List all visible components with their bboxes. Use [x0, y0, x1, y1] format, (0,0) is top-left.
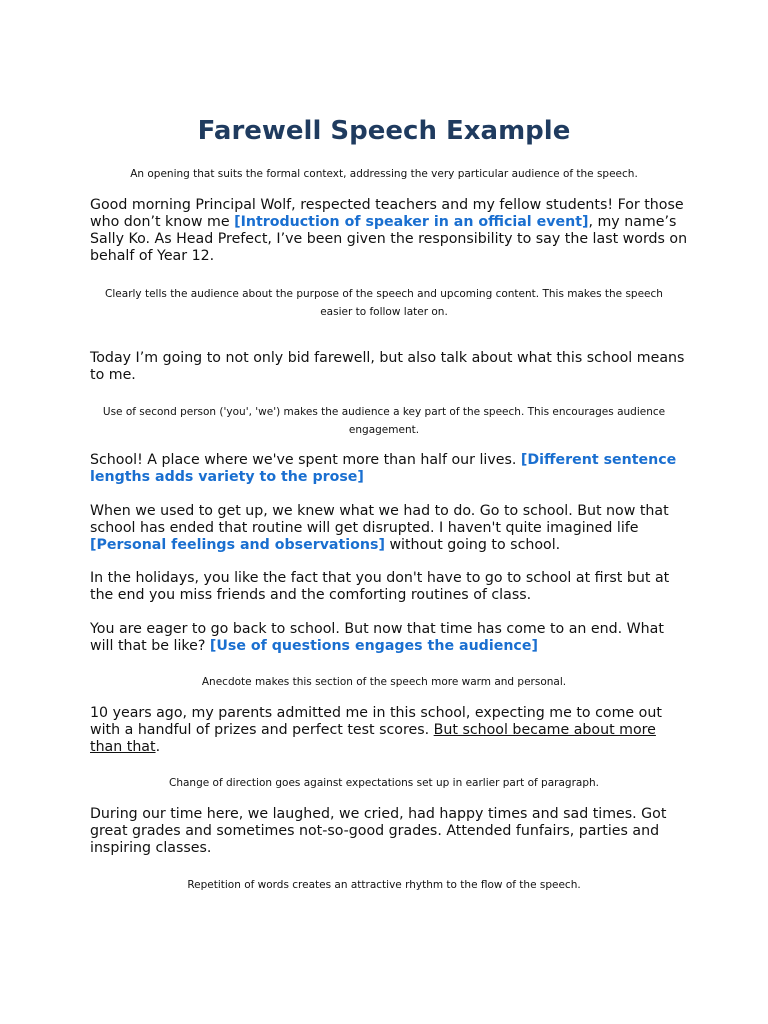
highlight-annotation: [Personal feelings and observations]	[90, 537, 385, 553]
underlined-phrase: But school became about more than that	[90, 722, 656, 755]
annotation-note: An opening that suits the formal context, addressing the very particular audience of the speech.	[130, 168, 638, 180]
annotation-note: Anecdote makes this section of the speech more warm and personal.	[201, 676, 567, 688]
highlight-annotation: [Different sentence lengths adds variety to the prose]	[90, 452, 677, 485]
paragraph-text: Good morning Principal Wolf, respected teachers and my fellow students! For those who don’t know me	[90, 197, 684, 230]
paragraph-text: You are eager to go back to school. But now that time has come to an end. What will that be like?	[90, 621, 664, 654]
speech-paragraph	[90, 350, 690, 384]
paragraph-text: When we used to get up, we knew what we had to do. Go to school. But now that school has ended that routine will get disrupted. I haven't quite imagined life	[90, 503, 669, 536]
annotation-note: Use of second person ('you', 'we') makes the audience a key part of the speech. This encourages audience engagement.	[102, 406, 666, 436]
annotation-note: Repetition of words creates an attractive rhythm to the flow of the speech.	[187, 879, 581, 891]
speech-paragraph	[90, 621, 690, 655]
speech-paragraph	[90, 705, 690, 756]
paragraph-text: In the holidays, you like the fact that you don't have to go to school at first but at the end you miss friends and the comforting routines of class.	[90, 570, 670, 603]
speech-paragraph	[90, 806, 690, 857]
page-title: Farewell Speech Example	[197, 116, 571, 146]
speech-paragraph	[90, 452, 690, 486]
paragraph-text: During our time here, we laughed, we cried, had happy times and sad times. Got great grades and sometimes not-so-good grades. Attended funfairs, parties and inspiring classes.	[90, 806, 667, 856]
paragraph-text: without going to school.	[384, 537, 561, 553]
highlight-annotation: [Use of questions engages the audience]	[209, 638, 538, 654]
paragraph-text: 10 years ago, my parents admitted me in this school, expecting me to come out with a handful of prizes and perfect test scores.	[90, 705, 662, 738]
speech-paragraph	[90, 503, 690, 554]
paragraph-text: Today I’m going to not only bid farewell, but also talk about what this school means to me.	[90, 350, 685, 383]
paragraph-text: .	[155, 739, 161, 755]
paragraph-text: , my name’s Sally Ko. As Head Prefect, I’ve been given the responsibility to say the last words on behalf of Year 12.	[90, 214, 688, 264]
highlight-annotation: [Introduction of speaker in an official event]	[234, 214, 589, 230]
speech-paragraph	[90, 570, 690, 604]
paragraph-text: School! A place where we've spent more than half our lives.	[90, 452, 521, 468]
annotation-note: Clearly tells the audience about the purpose of the speech and upcoming content. This makes the speech easier to follow later on.	[105, 288, 663, 318]
speech-paragraph	[90, 197, 690, 265]
annotation-note: Change of direction goes against expectations set up in earlier part of paragraph.	[169, 777, 599, 789]
